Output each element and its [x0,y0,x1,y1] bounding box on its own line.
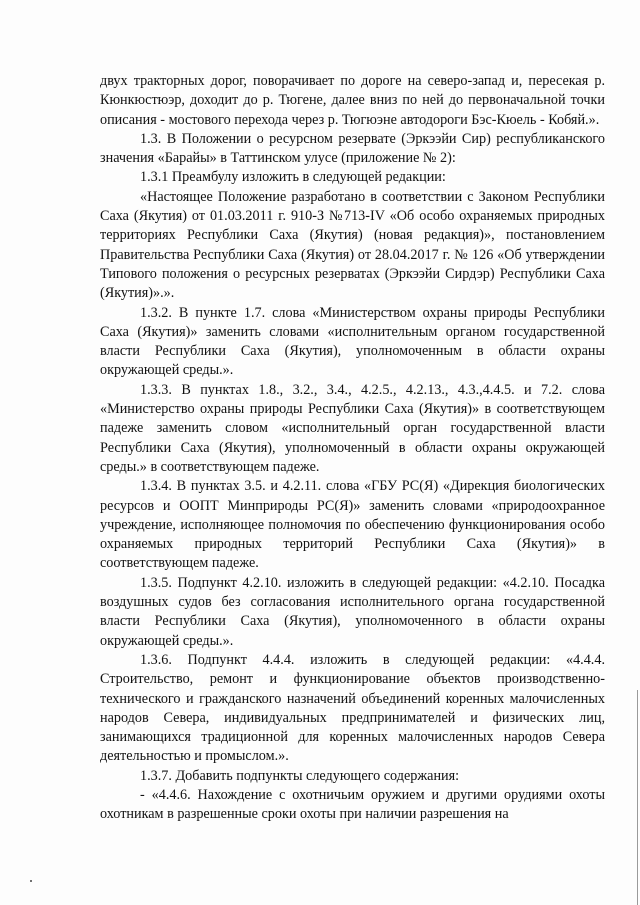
paragraph-preamble-quote: «Настоящее Положение разработано в соответствии с Законом Республики Саха (Якутия) от 01.03.2011 г. 910-З №713-IV «Об особо охраняемых природных территориях Республики Саха (Якутия) (новая редакция)», постановлением Правительства Республики Саха (Якутия) от 28.04.2017 г. № 126 «Об утверждении Типового положения о ресурсных резерватах (Эркээйи Сирдэр) Республики Саха (Якутия)».». [100,188,605,302]
paragraph-1-3-2: 1.3.2. В пункте 1.7. слова «Министерством охраны природы Республики Саха (Якутия)» заменить словами «исполнительным органом государственной власти Республики Саха (Якутия), уполномоченным в области охраны окружающей среды.». [100,304,605,379]
paragraph-1-3-6: 1.3.6. Подпункт 4.4.4. изложить в следующей редакции: «4.4.4. Строительство, ремонт и функционирование объектов производственно-технического и гражданского назначений объединений коренных малочисленных народов Севера, индивидуальных предпринимателей и физических лиц, занимающихся традиционной для коренных малочисленных народов Севера деятельностью и промыслом.». [100,651,605,765]
paragraph-1-3-7: 1.3.7. Добавить подпункты следующего содержания: [140,767,460,784]
scan-edge-line [637,690,638,905]
scan-speck [30,880,32,882]
paragraph-route-description-end: двух тракторных дорог, поворачивает по дороге на северо-запад и, пересекая р. Кюнкюстюэр, доходит до р. Тюгене, далее вниз по ней до первоначальной точки описания - мостового перехода через р. Тюгюэне автодороги Бэс-Кюель - Кобяй.». [100,73,605,128]
paragraph-4-4-6-start: - «4.4.6. Нахождение с охотничьим оружием и другими орудиями охоты охотникам в разрешенные сроки охоты при наличии разрешения на [100,786,605,823]
document-body [100,72,605,825]
paragraph-1-3-1: 1.3.1 Преамбулу изложить в следующей редакции: [140,169,446,186]
paragraph-1-3-4: 1.3.4. В пунктах 3.5. и 4.2.11. слова «ГБУ РС(Я) «Дирекция биологических ресурсов и ООПТ Минприроды РС(Я)» заменить словами «природоохранное учреждение, исполняющее полномочия по обеспечению функционирования особо охраняемых природных территорий Республики Саха (Якутия)» в соответствующем падеже. [100,478,605,572]
paragraph-1-3-5: 1.3.5. Подпункт 4.2.10. изложить в следующей редакции: «4.2.10. Посадка воздушных судов без согласования исполнительного органа государственной власти Республики Саха (Якутия), уполномоченного в области охраны окружающей среды.». [100,574,605,649]
paragraph-1-3-3: 1.3.3. В пунктах 1.8., 3.2., 3.4., 4.2.5., 4.2.13., 4.3.,4.4.5. и 7.2. слова «Министерство охраны природы Республики Саха (Якутия)» в соответствующем падеже заменить словом «исполнительный орган государственной власти Республики Саха (Якутия), уполномоченный в области охраны окружающей среды.» в соответствующем падеже. [100,381,605,475]
paragraph-1-3-heading: 1.3. В Положении о ресурсном резервате (Эркээйи Сир) республиканского значения «Барайы» в Таттинском улусе (приложение № 2): [100,130,605,167]
